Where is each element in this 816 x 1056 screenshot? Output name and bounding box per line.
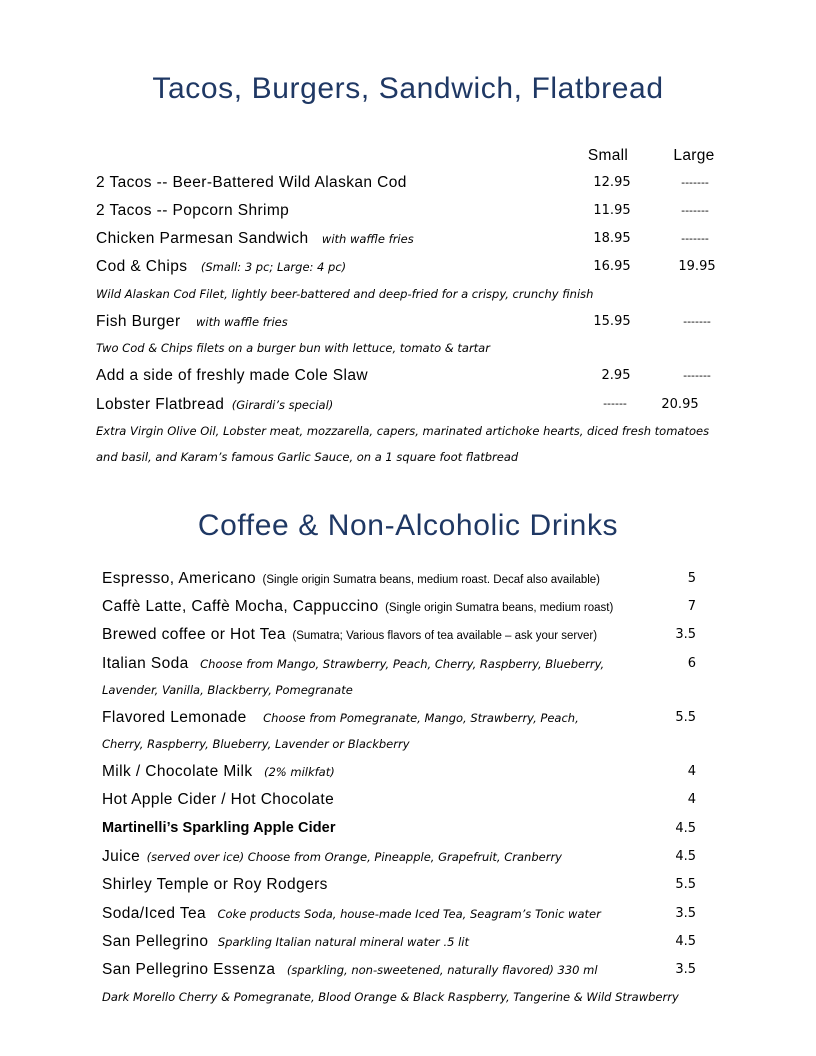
- drink-note: (sparkling, non-sweetened, naturally flavored) 330 ml: [286, 963, 598, 977]
- menu-item-description: Wild Alaskan Cod Filet, lightly beer-battered and deep-fried for a crispy, crunchy finish: [96, 287, 594, 301]
- drink-note: Choose from Mango, Strawberry, Peach, Cherry, Raspberry, Blueberry,: [200, 657, 605, 671]
- menu-item-name: Fish Burger: [96, 313, 181, 330]
- drink-price: 3.5: [675, 962, 696, 977]
- drink-name: San Pellegrino: [102, 933, 209, 950]
- menu-item-note: (Girardi’s special): [231, 398, 334, 412]
- menu-item-note: (Small: 3 pc; Large: 4 pc): [200, 260, 347, 274]
- drink-name: Juice: [102, 848, 141, 865]
- drink-price: 4.5: [675, 934, 696, 949]
- drink-note: (Single origin Sumatra beans, medium roast): [385, 602, 614, 614]
- menu-item-name: Lobster Flatbread: [96, 396, 225, 413]
- drink-name: Espresso, Americano: [102, 570, 257, 587]
- menu-item: [96, 396, 333, 414]
- drink-note-continued: Dark Morello Cherry & Pomegranate, Blood Orange & Black Raspberry, Tangerine & Wild Strawberry: [102, 990, 679, 1004]
- drinks-section-title: Coffee & Non-Alcoholic Drinks: [197, 509, 619, 542]
- price-large: -------: [683, 369, 711, 382]
- drink-name: Soda/Iced Tea: [102, 905, 207, 922]
- price-large: -------: [681, 204, 709, 217]
- food-section-title: Tacos, Burgers, Sandwich, Flatbread: [152, 72, 664, 105]
- price-large: -------: [681, 176, 709, 189]
- price-large: -------: [683, 315, 711, 328]
- drink-price: 4: [687, 792, 696, 807]
- price-small: ------: [603, 397, 627, 410]
- drink-price: 4.5: [675, 821, 696, 836]
- menu-item-note: with waffle fries: [195, 315, 288, 329]
- menu-item: [96, 313, 288, 331]
- menu-item: [96, 230, 414, 248]
- drink-name: Milk / Chocolate Milk: [102, 763, 253, 780]
- drink-name: Flavored Lemonade: [102, 709, 247, 726]
- price-large: 20.95: [661, 397, 699, 412]
- drink-price: 4: [687, 764, 696, 779]
- menu-item-name: 2 Tacos -- Popcorn Shrimp: [96, 202, 290, 219]
- drink-item: [102, 570, 600, 588]
- menu-item-description: and basil, and Karam’s famous Garlic Sauce, on a 1 square foot flatbread: [96, 450, 519, 464]
- price-large: 19.95: [678, 259, 716, 274]
- drink-name: Italian Soda: [102, 655, 189, 672]
- drink-item: [102, 709, 579, 727]
- drink-name: Brewed coffee or Hot Tea: [102, 626, 286, 643]
- drink-item: [102, 655, 604, 673]
- drink-note: (2% milkfat): [263, 765, 335, 779]
- drink-note: Choose from Pomegranate, Mango, Strawberry, Peach,: [263, 711, 579, 725]
- drink-note: Sparkling Italian natural mineral water .5 lit: [217, 935, 469, 949]
- menu-item-name: Chicken Parmesan Sandwich: [96, 230, 309, 247]
- drink-note-continued: Cherry, Raspberry, Blueberry, Lavender or Blackberry: [102, 737, 410, 751]
- menu-item-description: Extra Virgin Olive Oil, Lobster meat, mozzarella, capers, marinated artichoke hearts, diced fresh tomatoes: [96, 424, 710, 438]
- drink-note: (Sumatra; Various flavors of tea available – ask your server): [292, 630, 598, 642]
- drink-name: Hot Apple Cider / Hot Chocolate: [102, 791, 335, 808]
- drink-price: 6: [687, 656, 696, 671]
- drink-item: [102, 598, 613, 616]
- drink-note: Coke products Soda, house-made Iced Tea, Seagram’s Tonic water: [217, 907, 601, 921]
- drink-price: 5: [687, 571, 696, 586]
- menu-item-note: with waffle fries: [321, 232, 414, 246]
- drink-name: Martinelli’s Sparkling Apple Cider: [102, 820, 336, 836]
- col-header-large: Large: [673, 147, 715, 164]
- price-small: 16.95: [593, 259, 631, 274]
- drink-note: (Single origin Sumatra beans, medium roast. Decaf also available): [262, 574, 601, 586]
- menu-item: [96, 258, 346, 276]
- drink-item: [102, 905, 601, 923]
- drink-name: Caffè Latte, Caffè Mocha, Cappuccino: [102, 598, 379, 615]
- drink-name: Shirley Temple or Roy Rodgers: [102, 876, 328, 893]
- drink-price: 3.5: [675, 906, 696, 921]
- menu-item-description: Two Cod & Chips filets on a burger bun with lettuce, tomato & tartar: [96, 341, 490, 355]
- price-small: 12.95: [593, 175, 631, 190]
- menu-item-name: Cod & Chips: [96, 258, 188, 275]
- drink-item: [102, 961, 598, 979]
- drink-price: 7: [687, 599, 696, 614]
- drink-item: [102, 848, 562, 866]
- price-small: 2.95: [601, 368, 631, 383]
- drink-item: [102, 626, 597, 644]
- price-small: 15.95: [593, 314, 631, 329]
- drink-price: 5.5: [675, 877, 696, 892]
- drink-price: 4.5: [675, 849, 696, 864]
- drink-item: [102, 933, 469, 951]
- menu-item-name: 2 Tacos -- Beer-Battered Wild Alaskan Cod: [96, 174, 407, 191]
- price-small: 11.95: [593, 203, 631, 218]
- col-header-small: Small: [587, 147, 629, 164]
- drink-note: (served over ice) Choose from Orange, Pineapple, Grapefruit, Cranberry: [146, 850, 562, 864]
- drink-note-continued: Lavender, Vanilla, Blackberry, Pomegranate: [102, 683, 353, 697]
- drink-item: [102, 763, 335, 781]
- drink-name: San Pellegrino Essenza: [102, 961, 276, 978]
- drink-price: 3.5: [675, 627, 696, 642]
- drink-price: 5.5: [675, 710, 696, 725]
- menu-item-name: Add a side of freshly made Cole Slaw: [96, 367, 369, 384]
- price-large: -------: [681, 232, 709, 245]
- price-small: 18.95: [593, 231, 631, 246]
